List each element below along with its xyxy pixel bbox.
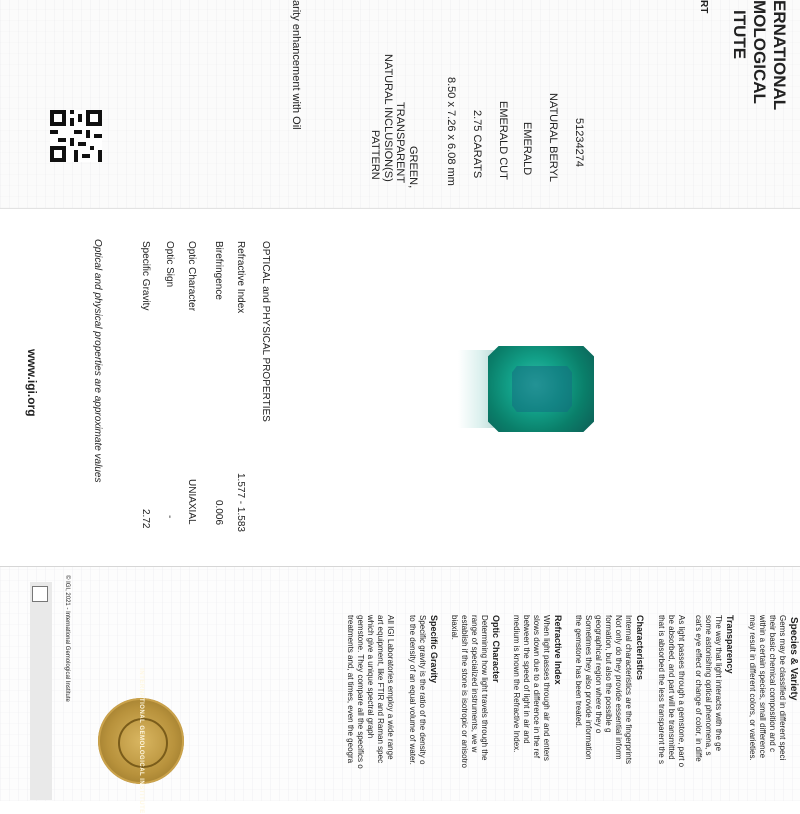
info-line: that is absorbed the less transparent the s (657, 615, 666, 764)
info-line: Sometimes they also provide information (584, 615, 593, 760)
info-line: As light passes through a gemstone, part o (677, 615, 686, 768)
emerald-table-facet (512, 366, 572, 412)
info-line: treatments and, at times, even the geogra (346, 615, 355, 764)
website-link[interactable]: www.igi.org (25, 349, 39, 417)
specific-gravity-label: Specific Gravity (140, 241, 151, 311)
info-line: within a certain species, small difference (758, 615, 767, 759)
info-line: Not only do they provide essential inform (614, 615, 623, 760)
seal-text: INTERNATIONAL GEMOLOGICAL INSTITUTE (138, 668, 144, 814)
fine-print-strip (30, 582, 52, 800)
refractive-index-label: Refractive Index (235, 241, 246, 314)
inclusions: NATURAL INCLUSION(S) (382, 54, 394, 182)
section-heading-specific-gravity: Specific Gravity (429, 615, 439, 684)
optic-character-label: Optic Character (186, 241, 197, 312)
info-line: Determining how light travels through the (480, 615, 489, 761)
birefringence-label: Birefringence (213, 241, 224, 300)
report-number: 51234274 (573, 118, 585, 167)
weight: 2.75 CARATS (471, 110, 483, 179)
variety: EMERALD (521, 122, 533, 176)
color: GREEN, (407, 146, 419, 189)
info-line: cat's eye effect or change of color, in diffe (694, 615, 703, 762)
info-line: Gems may be classified in different speci (778, 615, 787, 761)
info-line: When light passes through air and enters (542, 615, 551, 761)
report-summary-panel (0, 0, 800, 208)
approximate-values-note: Optical and physical properties are approximate values (92, 239, 103, 483)
inclusions-pattern: PATTERN (369, 130, 381, 180)
info-line: may result in different colors, or varieties. (748, 615, 757, 761)
qr-code-icon (50, 110, 102, 162)
info-line: the gemstone has been treated. (574, 615, 583, 728)
info-line: geographical region where they o (594, 615, 603, 734)
logo-icon (32, 586, 48, 602)
optical-properties-panel (0, 208, 800, 567)
info-line: formation, but also the possible g (604, 615, 613, 733)
info-line: art equipment, like FTIR and Raman spec (376, 615, 385, 764)
institute-title-line-2: MOLOGICAL (750, 0, 769, 104)
info-line: The way that light interacts with the ge (714, 615, 723, 752)
section-heading-optic-character: Optic Character (491, 615, 501, 683)
specific-gravity-value: 2.72 (140, 509, 151, 529)
comment: arity enhancement with Oil (290, 0, 302, 130)
section-heading-characteristics: Characteristics (635, 615, 645, 681)
optic-character-value: UNIAXIAL (186, 479, 197, 525)
info-line: Internal characteristics are the fingerprints (624, 615, 633, 764)
info-line: to the density of an equal volume of water. (408, 615, 417, 765)
info-line: be absorbed, and part will be transmitted (667, 615, 676, 760)
info-line: establish if the stone is isotropic or anisotro (460, 615, 469, 768)
optic-sign-value: - (164, 515, 175, 519)
optic-sign-label: Optic Sign (164, 241, 175, 288)
transparency: TRANSPARENT (394, 102, 406, 184)
measurements: 8.50 x 7.26 x 6.08 mm (445, 77, 457, 186)
info-line: their basic chemical composition and c (768, 615, 777, 752)
section-heading-refractive-index: Refractive Index (553, 615, 563, 685)
species: NATURAL BERYL (547, 93, 559, 183)
info-line: medium is known the Refractive Index. (512, 615, 521, 753)
copyright-text: © IGI, 2021 - International Gemological Institute (64, 575, 70, 702)
info-line: biaxial. (450, 615, 459, 640)
institute-title-line-1: ERNATIONAL (770, 0, 789, 111)
section-heading-species: Species & Variety (788, 617, 799, 701)
refractive-index-value: 1.577 - 1.583 (235, 473, 246, 532)
section-heading-transparency: Transparency (725, 615, 735, 674)
info-line: gemstone. They compare all the specifics o (356, 615, 365, 769)
report-type-fragment: RT (698, 0, 709, 14)
institute-title-line-3: ITUTE (730, 10, 749, 60)
shape-cut: EMERALD CUT (497, 101, 509, 180)
info-line: between the speed of light in air and (522, 615, 531, 744)
info-line: which give a unique spectral graph (366, 615, 375, 739)
info-line: range of specialized instruments, we w (470, 615, 479, 753)
info-line: All IGI Laboratories employ a wide range (386, 615, 395, 760)
info-line: Specific gravity is the ratio of the density o (418, 615, 427, 765)
optical-heading: OPTICAL and PHYSICAL PROPERTIES (260, 241, 271, 422)
birefringence-value: 0.006 (213, 500, 224, 526)
info-line: slows down due to a difference in the ref (532, 615, 541, 759)
info-line: some astonishing optical phenomena, s (704, 615, 713, 756)
